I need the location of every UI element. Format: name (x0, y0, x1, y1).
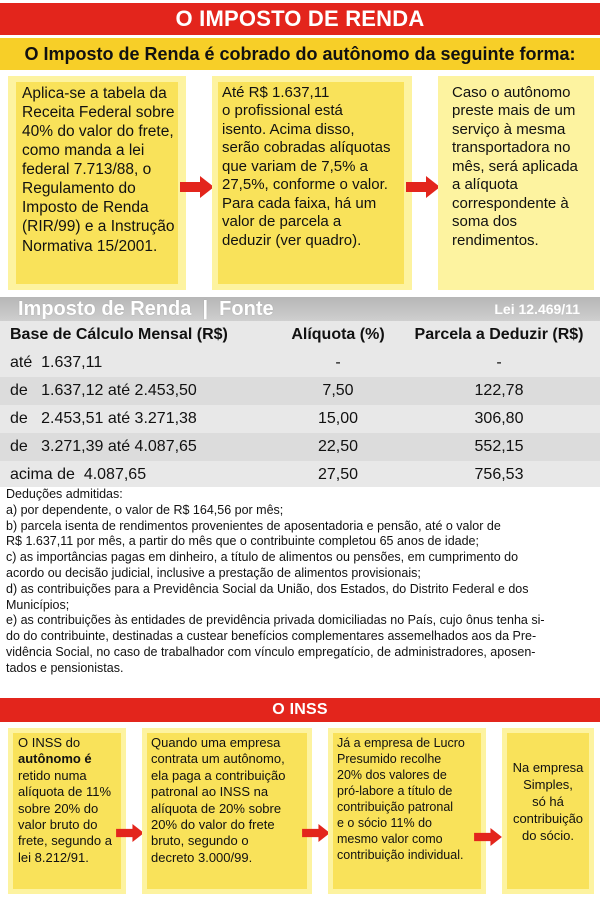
cell-parcela: 756,53 (474, 466, 524, 483)
ir-step-2-box (212, 76, 412, 290)
deductions-notes: Deduções admitidas: a) por dependente, o valor de R$ 164,56 por mês; b) parcela isenta de rendimentos provenientes de aposentadoria e pensão, até o valor de R$ 1.637,11 por mês, a partir do mês que o contribuinte completou 65 anos de idade; c) as importâncias pagas em dinheiro, a título de alimentos ou pensões, em cumprimento do acordo ou decisão judicial, inclusive a prestação de alimentos provisionais; d) as contribuições para a Previdência Social da União, dos Estados, do Distrito Federal e dos Municípios; e) as contribuições às entidades de previdência privada domiciliadas no País, cujo ônus tenha si- do do contribuinte, destinadas a custear benefícios complementares assemelhados aos da Pre- vidência Social, no caso de trabalhador com vínculo empregatício, de administradores, aposen- tados e pensionistas. (6, 487, 545, 675)
section-title-imposto-renda: O IMPOSTO DE RENDA (0, 3, 600, 35)
arrow-right-icon (406, 176, 440, 198)
section-title-inss: O INSS (0, 698, 600, 722)
cell-parcela: 552,15 (474, 438, 524, 455)
cell-aliquota: 27,50 (317, 466, 359, 483)
inss-step-2-box (142, 728, 312, 894)
cell-base: de 1.637,12 até 2.453,50 (10, 382, 197, 399)
cell-aliquota: - (335, 354, 341, 371)
cell-base: acima de 4.087,65 (10, 466, 147, 483)
ir-step-3-text: Caso o autônomo preste mais de um serviço à mesma transportadora no mês, será aplicada a alíquota correspondente à soma dos rendimentos. (452, 84, 578, 249)
table-row (0, 377, 600, 405)
inss-step-1-box (8, 728, 126, 894)
column-header: Alíquota (%) (291, 326, 385, 343)
table-header-row (0, 321, 600, 349)
arrow-right-icon (180, 176, 214, 198)
section-subtitle: O Imposto de Renda é cobrado do autônomo da seguinte forma: (0, 38, 600, 70)
table-header-bar (0, 297, 600, 321)
arrow-right-icon (474, 828, 502, 846)
inss-step-4-text: Na empresa Simples, só há contribuição do sócio. (512, 760, 584, 843)
cell-base: de 3.271,39 até 4.087,65 (10, 438, 197, 455)
column-header: Base de Cálculo Mensal (R$) (10, 326, 228, 343)
cell-parcela: 122,78 (474, 382, 524, 399)
ir-step-3-box (438, 76, 594, 290)
cell-aliquota: 7,50 (322, 382, 354, 399)
inss-step-1-text: O INSS do autônomo é retido numa alíquota de 11% sobre 20% do valor bruto do frete, segundo a lei 8.212/91. (18, 735, 112, 865)
table-row (0, 349, 600, 377)
column-header: Parcela a Deduzir (R$) (414, 326, 584, 343)
cell-parcela: - (496, 354, 502, 371)
cell-base: de 2.453,51 até 3.271,38 (10, 410, 197, 427)
inss-step-4-box (502, 728, 594, 894)
ir-step-1-text: Aplica-se a tabela da Receita Federal sobre 40% do valor do frete, como manda a lei federal 7.713/88, o Regulamento do Imposto de Renda (RIR/99) e a Instrução Normativa 15/2001. (22, 85, 175, 255)
table-row (0, 405, 600, 433)
ir-step-2-text: Até R$ 1.637,11 o profissional está isento. Acima disso, serão cobradas alíquotas que variam de 7,5% a 27,5%, conforme o valor. Para cada faixa, há um valor de parcela a deduzir (ver quadro). (222, 84, 391, 249)
cell-base: até 1.637,11 (10, 354, 103, 371)
arrow-right-icon (116, 824, 144, 842)
table-row (0, 433, 600, 461)
table-law: Lei 12.469/11 (494, 301, 580, 317)
table-title: Imposto de Renda | Fonte (18, 298, 274, 320)
table-row (0, 461, 600, 489)
cell-parcela: 306,80 (474, 410, 524, 427)
cell-aliquota: 15,00 (317, 410, 359, 427)
inss-step-2-text: Quando uma empresa contrata um autônomo, ela paga a contribuição patronal ao INSS na alíquota de 20% sobre 20% do valor do frete bruto, segundo o decreto 3.000/99. (151, 735, 286, 865)
tax-table (0, 321, 600, 487)
cell-aliquota: 22,50 (317, 438, 359, 455)
inss-step-3-text: Já a empresa de Lucro Presumido recolhe 20% dos valores de pró-labore a título de contribuição patronal e o sócio 11% do mesmo valor como contribuição individual. (337, 736, 465, 862)
ir-step-1-box (8, 76, 186, 290)
arrow-right-icon (302, 824, 330, 842)
inss-step-3-box (328, 728, 486, 894)
